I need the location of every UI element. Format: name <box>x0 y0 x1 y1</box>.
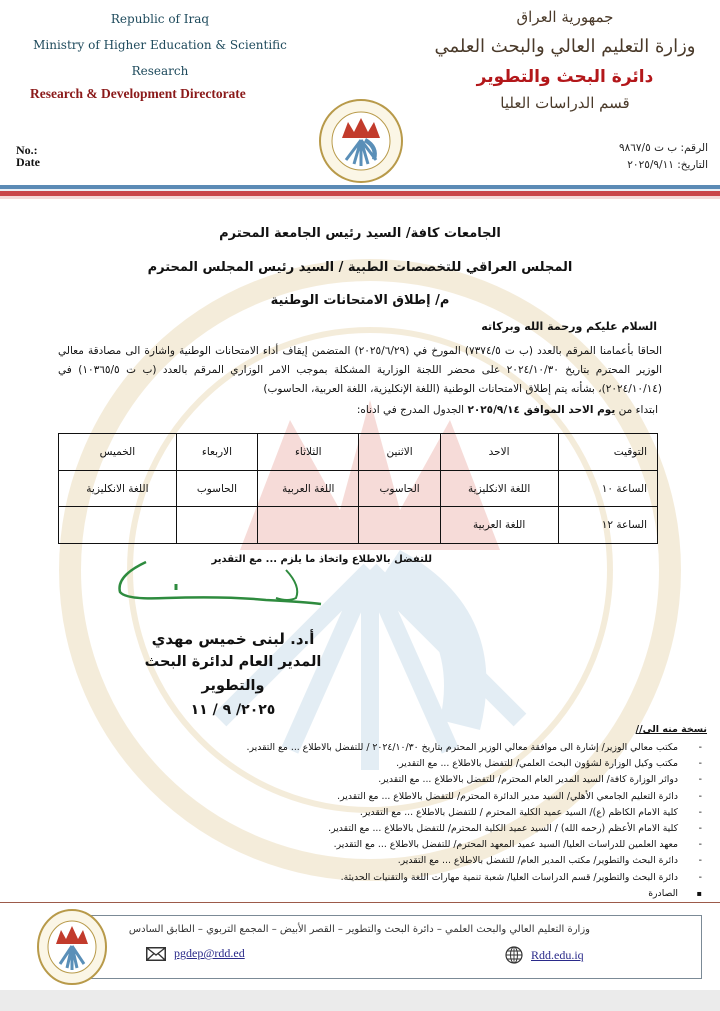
list-item: - مكتب وكيل الوزارة لشؤون البحث العلمي/ للتفضل بالاطلاع ... مع التقدير. <box>88 756 708 772</box>
email-link[interactable]: pgdep@rdd.ed <box>174 946 245 960</box>
letter-body: الحاقا بأعمامنا المرقم بالعدد (ب ت ٧٣٧٤/٥) المورخ في (٢٠٢٥/٦/٢٩) المتضمن إيقاف أداء الامتحانات الوطنية واشارة الى مصادقة معالي الوزير المحترم بتاريخ ٢٠٢٤/١٠/٣٠ على محضر اللجنة الوزارية المشكلة بموجب الامر الوزاري المرقم بالعدد (ب ت ١٠٣٦٥/٥) في (٢٠٢٤/١٠/١٤)، بشأنه يتم إطلاق الامتحانات الوطنية (اللغة الإنكليزية، اللغة العربية، الحاسوب) <box>58 345 663 395</box>
header-arabic <box>420 4 710 116</box>
footer-email <box>146 946 245 961</box>
no-date-labels <box>16 144 40 168</box>
ministry-seal-icon <box>318 98 404 184</box>
header-english <box>20 6 300 102</box>
list-item: - كلية الامام الأعظم (رحمه الله) / السيد عميد الكلية المحترم/ للتفضل بالاطلاع ... مع التقدير. <box>88 821 708 837</box>
list-item: - دائرة البحث والتطوير/ قسم الدراسات العليا/ شعبة تنمية مهارات اللغة والتقنيات الحديثة. <box>88 870 708 886</box>
cell <box>176 507 257 544</box>
footer-address: وزارة التعليم العالي والبحث العلمي – دائرة البحث والتطوير – القصر الأبيض – المجمع التربوي – الطابق السادس <box>128 924 590 935</box>
signature-date: ٢٠٢٥/ ٩ / ١١ <box>190 702 276 718</box>
republic-en: Republic of Iraq <box>110 12 210 26</box>
header-thursday: الخميس <box>59 434 177 471</box>
table-row <box>59 507 658 544</box>
ministry-ar: وزارة التعليم العالي والبحث العلمي <box>434 36 696 57</box>
directorate-en: Research & Development Directorate <box>30 86 246 101</box>
ministry-en: Ministry of Higher Education & Scientific <box>33 38 287 52</box>
ref-number: ب ت ٩٨٦٧/٥ <box>618 142 678 154</box>
directorate-ar: دائرة البحث والتطوير <box>476 67 654 87</box>
list-item: - دوائر الوزارة كافة/ السيد المدير العام المحترم/ للتفضل بالاطلاع ... مع التقدير. <box>88 772 708 788</box>
cell: الحاسوب <box>176 471 257 507</box>
ref-date: ٢٠٢٥/٩/١١ <box>627 159 674 171</box>
cell: الحاسوب <box>359 471 440 507</box>
list-item: - كلية الامام الكاظم (ع)/ السيد عميد الكلية المحترم / للتفضل بالاطلاع ... مع التقدير. <box>88 805 708 821</box>
ref-label: الرقم: <box>680 142 708 154</box>
cell: اللغة العربية <box>258 471 359 507</box>
reference-block <box>568 140 708 174</box>
list-item: - مكتب معالي الوزير/ إشارة الى موافقة معالي الوزير المحترم بتاريخ ٢٠٢٤/١٠/٣٠ / للتفضل بالاطلاع ... مع التقدير. <box>88 740 708 756</box>
table-row <box>59 471 658 507</box>
greeting: السلام عليكم ورحمة الله وبركاته <box>481 320 657 333</box>
list-item: - دائرة البحث والتطوير/ مكتب المدير العام/ للتفضل بالاطلاع ... مع التقدير. <box>88 853 708 869</box>
subject-line: م/ إطلاق الامتحانات الوطنية <box>270 293 450 308</box>
cell: اللغة العربية <box>440 507 558 544</box>
start-suffix: الجدول المدرج في ادناه: <box>356 404 465 416</box>
addressee-universities: الجامعات كافة/ السيد رئيس الجامعة المحترم <box>219 226 501 241</box>
header-sunday: الاحد <box>440 434 558 471</box>
signature-icon <box>106 556 326 616</box>
list-item: - دائرة التعليم الجامعي الأهلي/ السيد مدير الدائرة المحترم/ للتفضل بالاطلاع ... مع التقدير. <box>88 789 708 805</box>
header-tuesday: الثلاثاء <box>258 434 359 471</box>
footer-divider <box>0 902 720 903</box>
republic-ar: جمهورية العراق <box>516 8 614 26</box>
footer-seal-icon <box>36 908 108 986</box>
ministry-en-cont: Research <box>131 64 189 78</box>
cell-time: الساعة ١٢ <box>558 507 657 544</box>
signer-name: أ.د. لبنى خميس مهدي <box>151 630 315 648</box>
copies-list <box>88 740 708 902</box>
copies-title: نسخة منه الى// <box>635 724 707 735</box>
bottom-bar <box>0 990 720 1011</box>
start-date-line <box>357 404 658 416</box>
cell-time: الساعة ١٠ <box>558 471 657 507</box>
department-ar: قسم الدراسات العليا <box>500 94 630 112</box>
ref-date-label: التاريخ: <box>677 159 708 171</box>
globe-icon <box>505 946 523 964</box>
cell: اللغة الانكليزية <box>440 471 558 507</box>
cell <box>59 507 177 544</box>
date-label: Date <box>16 155 40 169</box>
header-wednesday: الاربعاء <box>176 434 257 471</box>
table-header-row <box>59 434 658 471</box>
exam-schedule-table <box>58 433 658 544</box>
header-color-band <box>0 185 720 199</box>
list-item: - معهد العلمين للدراسات العليا/ السيد عميد المعهد المحترم/ للتفضل بالاطلاع ... مع التقدير. <box>88 837 708 853</box>
closing-line: للتفضل بالاطلاع واتخاذ ما يلزم ... مع التقدير <box>211 554 432 565</box>
envelope-icon <box>146 947 166 961</box>
start-date-bold: يوم الاحد الموافق ٢٠٢٥/٩/١٤ <box>467 404 616 416</box>
cell <box>258 507 359 544</box>
footer-website <box>505 946 584 964</box>
start-prefix: ابتداء من <box>618 404 658 416</box>
addressee-medical-council: المجلس العراقي للتخصصات الطبية / السيد رئيس المجلس المحترم <box>147 260 573 275</box>
header-time: التوقيت <box>558 434 657 471</box>
cell <box>359 507 440 544</box>
signer-block <box>118 628 348 722</box>
cell: اللغة الانكليزية <box>59 471 177 507</box>
list-item: ▪ الصادرة <box>88 886 708 902</box>
website-link[interactable]: Rdd.edu.iq <box>531 947 584 962</box>
signer-title: المدير العام لدائرة البحث والتطوير <box>144 654 322 694</box>
header-monday: الاثنين <box>359 434 440 471</box>
no-label: No.: <box>16 143 38 157</box>
